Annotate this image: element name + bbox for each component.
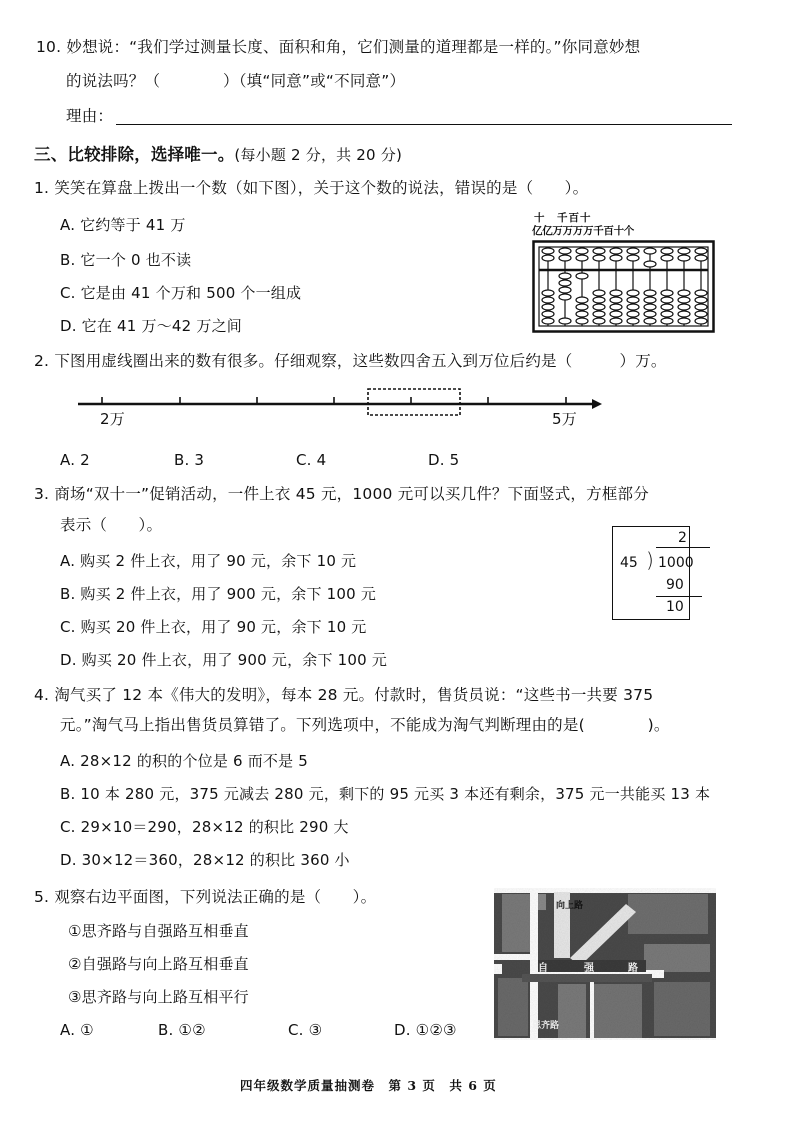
abacus-lower-bead: [559, 294, 571, 300]
division-quotient: 2: [678, 530, 687, 546]
q1-option-c[interactable]: C. 它是由 41 个万和 500 个一组成: [60, 284, 302, 302]
q3-stem-line2: 表示（ ）。: [60, 516, 163, 534]
abacus-upper-bead: [576, 255, 588, 261]
q2-option-b[interactable]: B. 3: [174, 451, 205, 469]
abacus-lower-bead: [644, 297, 656, 303]
abacus-lower-bead: [661, 297, 673, 303]
q5-stem: 5. 观察右边平面图，下列说法正确的是（ ）。: [34, 888, 377, 906]
abacus-lower-bead: [627, 311, 639, 317]
abacus-upper-bead: [678, 248, 690, 254]
abacus-upper-bead: [559, 255, 571, 261]
abacus-lower-bead: [559, 318, 571, 324]
q4-option-b[interactable]: B. 10 本 280 元，375 元减去 280 元，剩下的 95 元买 3 本还有剩余，375 元一共能买 13 本: [60, 785, 711, 803]
abacus-lower-bead: [644, 318, 656, 324]
abacus-upper-bead: [576, 248, 588, 254]
q3-stem-line1: 3. 商场“双十一”促销活动，一件上衣 45 元，1000 元可以买几件？下面竖式，方框部分: [34, 485, 649, 503]
abacus-lower-bead: [695, 304, 707, 310]
map-label-zi: 自: [538, 963, 548, 974]
map-label-siqi: 思齐路: [532, 1021, 560, 1031]
q3-option-a[interactable]: A. 购买 2 件上衣，用了 90 元，余下 10 元: [60, 552, 357, 570]
abacus-lower-bead: [661, 304, 673, 310]
map-label-qiang: 强: [584, 963, 594, 974]
abacus-lower-bead: [610, 290, 622, 296]
abacus-lower-bead: [559, 273, 571, 279]
q2-stem: 2. 下图用虚线圈出来的数有很多。仔细观察，这些数四舍五入到万位后约是（ ）万。: [34, 352, 667, 370]
q1-stem: 1. 笑笑在算盘上拨出一个数（如下图），关于这个数的说法，错误的是（ ）。: [34, 179, 589, 197]
abacus-lower-bead: [559, 287, 571, 293]
abacus-lower-bead: [661, 318, 673, 324]
abacus-lower-bead: [695, 318, 707, 324]
abacus-lower-bead: [542, 311, 554, 317]
abacus-upper-bead: [559, 248, 571, 254]
q4-stem-line2: 元。”淘气马上指出售货员算错了。下列选项中，不能成为淘气判断理由的是( )。: [60, 716, 670, 734]
division-dividend: 1000: [658, 555, 694, 571]
abacus-place-labels: 亿亿万万万万千百十个: [532, 225, 634, 237]
abacus-upper-bead: [610, 255, 622, 261]
abacus-drawing: [532, 240, 722, 335]
abacus-lower-bead: [542, 290, 554, 296]
abacus-lower-bead: [661, 311, 673, 317]
abacus-lower-bead: [610, 311, 622, 317]
q10-reason-label: 理由：: [66, 107, 114, 125]
q3-option-c[interactable]: C. 购买 20 件上衣，用了 90 元，余下 10 元: [60, 618, 367, 636]
abacus-upper-bead: [644, 248, 656, 254]
q10-reason-answer-line[interactable]: [116, 124, 732, 125]
q2-option-c[interactable]: C. 4: [296, 451, 327, 469]
abacus-lower-bead: [627, 304, 639, 310]
abacus-upper-bead: [627, 255, 639, 261]
abacus-lower-bead: [542, 318, 554, 324]
q2-option-a[interactable]: A. 2: [60, 451, 90, 469]
section3-title: 三、比较排除，选择唯一。: [34, 145, 235, 164]
abacus-lower-bead: [542, 304, 554, 310]
q4-stem-line1: 4. 淘气买了 12 本《伟大的发明》，每本 28 元。付款时，售货员说：“这些书一共要 375: [34, 686, 654, 704]
abacus-lower-bead: [644, 311, 656, 317]
number-line-left-label: 2万: [100, 410, 125, 428]
q5-option-a[interactable]: A. ①: [60, 1021, 94, 1039]
abacus-top-labels: 十 千百十: [534, 212, 592, 224]
abacus-lower-bead: [576, 297, 588, 303]
abacus-lower-bead: [593, 311, 605, 317]
q10-line2: 的说法吗？（ ）（填“同意”或“不同意”）: [66, 72, 406, 90]
abacus-lower-bead: [644, 290, 656, 296]
abacus-lower-bead: [644, 304, 656, 310]
abacus-upper-bead: [695, 248, 707, 254]
abacus-upper-bead: [610, 248, 622, 254]
abacus-lower-bead: [678, 318, 690, 324]
q3-option-d[interactable]: D. 购买 20 件上衣，用了 900 元，余下 100 元: [60, 651, 388, 669]
abacus-lower-bead: [627, 290, 639, 296]
abacus-lower-bead: [576, 304, 588, 310]
section3-note: (每小题 2 分，共 20 分): [234, 146, 403, 164]
q5-statement-1: ①思齐路与自强路互相垂直: [68, 922, 249, 940]
abacus-lower-bead: [610, 318, 622, 324]
division-remainder: 10: [666, 599, 684, 615]
abacus-upper-bead: [542, 255, 554, 261]
map-label-xiangshang: 向上路: [556, 901, 584, 911]
q5-statement-2: ②自强路与向上路互相垂直: [68, 955, 249, 973]
q4-option-a[interactable]: A. 28×12 的积的个位是 6 而不是 5: [60, 752, 309, 770]
number-line-right-label: 5万: [552, 410, 577, 428]
abacus-upper-bead: [678, 255, 690, 261]
abacus-upper-bead: [627, 248, 639, 254]
abacus-lower-bead: [610, 297, 622, 303]
q3-option-b[interactable]: B. 购买 2 件上衣，用了 900 元，余下 100 元: [60, 585, 377, 603]
abacus-figure: [532, 212, 722, 330]
q1-option-d[interactable]: D. 它在 41 万～42 万之间: [60, 317, 242, 335]
abacus-lower-bead: [593, 290, 605, 296]
abacus-lower-bead: [695, 311, 707, 317]
abacus-upper-bead: [695, 255, 707, 261]
page-footer: 四年级数学质量抽测卷 第 3 页 共 6 页: [240, 1078, 497, 1093]
abacus-lower-bead: [661, 290, 673, 296]
number-line-figure: [70, 384, 610, 430]
q1-option-a[interactable]: A. 它约等于 41 万: [60, 216, 186, 234]
abacus-upper-bead: [661, 248, 673, 254]
division-product: 90: [666, 577, 684, 593]
q4-option-c[interactable]: C. 29×10＝290，28×12 的积比 290 大: [60, 818, 349, 836]
q5-option-b[interactable]: B. ①②: [158, 1021, 206, 1039]
q5-option-c[interactable]: C. ③: [288, 1021, 323, 1039]
abacus-upper-bead: [593, 255, 605, 261]
abacus-lower-bead: [610, 304, 622, 310]
street-map-figure: [494, 888, 716, 1040]
abacus-lower-bead: [593, 304, 605, 310]
abacus-lower-bead: [695, 290, 707, 296]
abacus-upper-bead: [661, 255, 673, 261]
long-division-figure: 2 45 ) 1000 90 10: [612, 526, 712, 621]
abacus-lower-bead: [593, 318, 605, 324]
q2-option-d[interactable]: D. 5: [428, 451, 460, 469]
abacus-upper-bead: [644, 261, 656, 267]
q1-option-b[interactable]: B. 它一个 0 也不读: [60, 251, 192, 269]
abacus-lower-bead: [627, 318, 639, 324]
abacus-lower-bead: [695, 297, 707, 303]
abacus-lower-bead: [678, 297, 690, 303]
q5-option-d[interactable]: D. ①②③: [394, 1021, 457, 1039]
abacus-lower-bead: [576, 311, 588, 317]
abacus-lower-bead: [678, 311, 690, 317]
division-divisor: 45: [620, 555, 638, 571]
abacus-lower-bead: [542, 297, 554, 303]
abacus-lower-bead: [627, 297, 639, 303]
abacus-lower-bead: [678, 304, 690, 310]
q4-option-d[interactable]: D. 30×12＝360，28×12 的积比 360 小: [60, 851, 350, 869]
abacus-lower-bead: [576, 318, 588, 324]
q5-statement-3: ③思齐路与向上路互相平行: [68, 988, 249, 1006]
map-label-lu: 路: [628, 963, 638, 974]
abacus-lower-bead: [559, 280, 571, 286]
abacus-upper-bead: [593, 248, 605, 254]
abacus-upper-bead: [542, 248, 554, 254]
q10-line1: 10. 妙想说：“我们学过测量长度、面积和角，它们测量的道理都是一样的。”你同意妙想: [36, 38, 641, 56]
abacus-lower-bead: [678, 290, 690, 296]
section3-heading: [34, 144, 402, 166]
abacus-lower-bead: [593, 297, 605, 303]
abacus-lower-bead: [576, 273, 588, 279]
